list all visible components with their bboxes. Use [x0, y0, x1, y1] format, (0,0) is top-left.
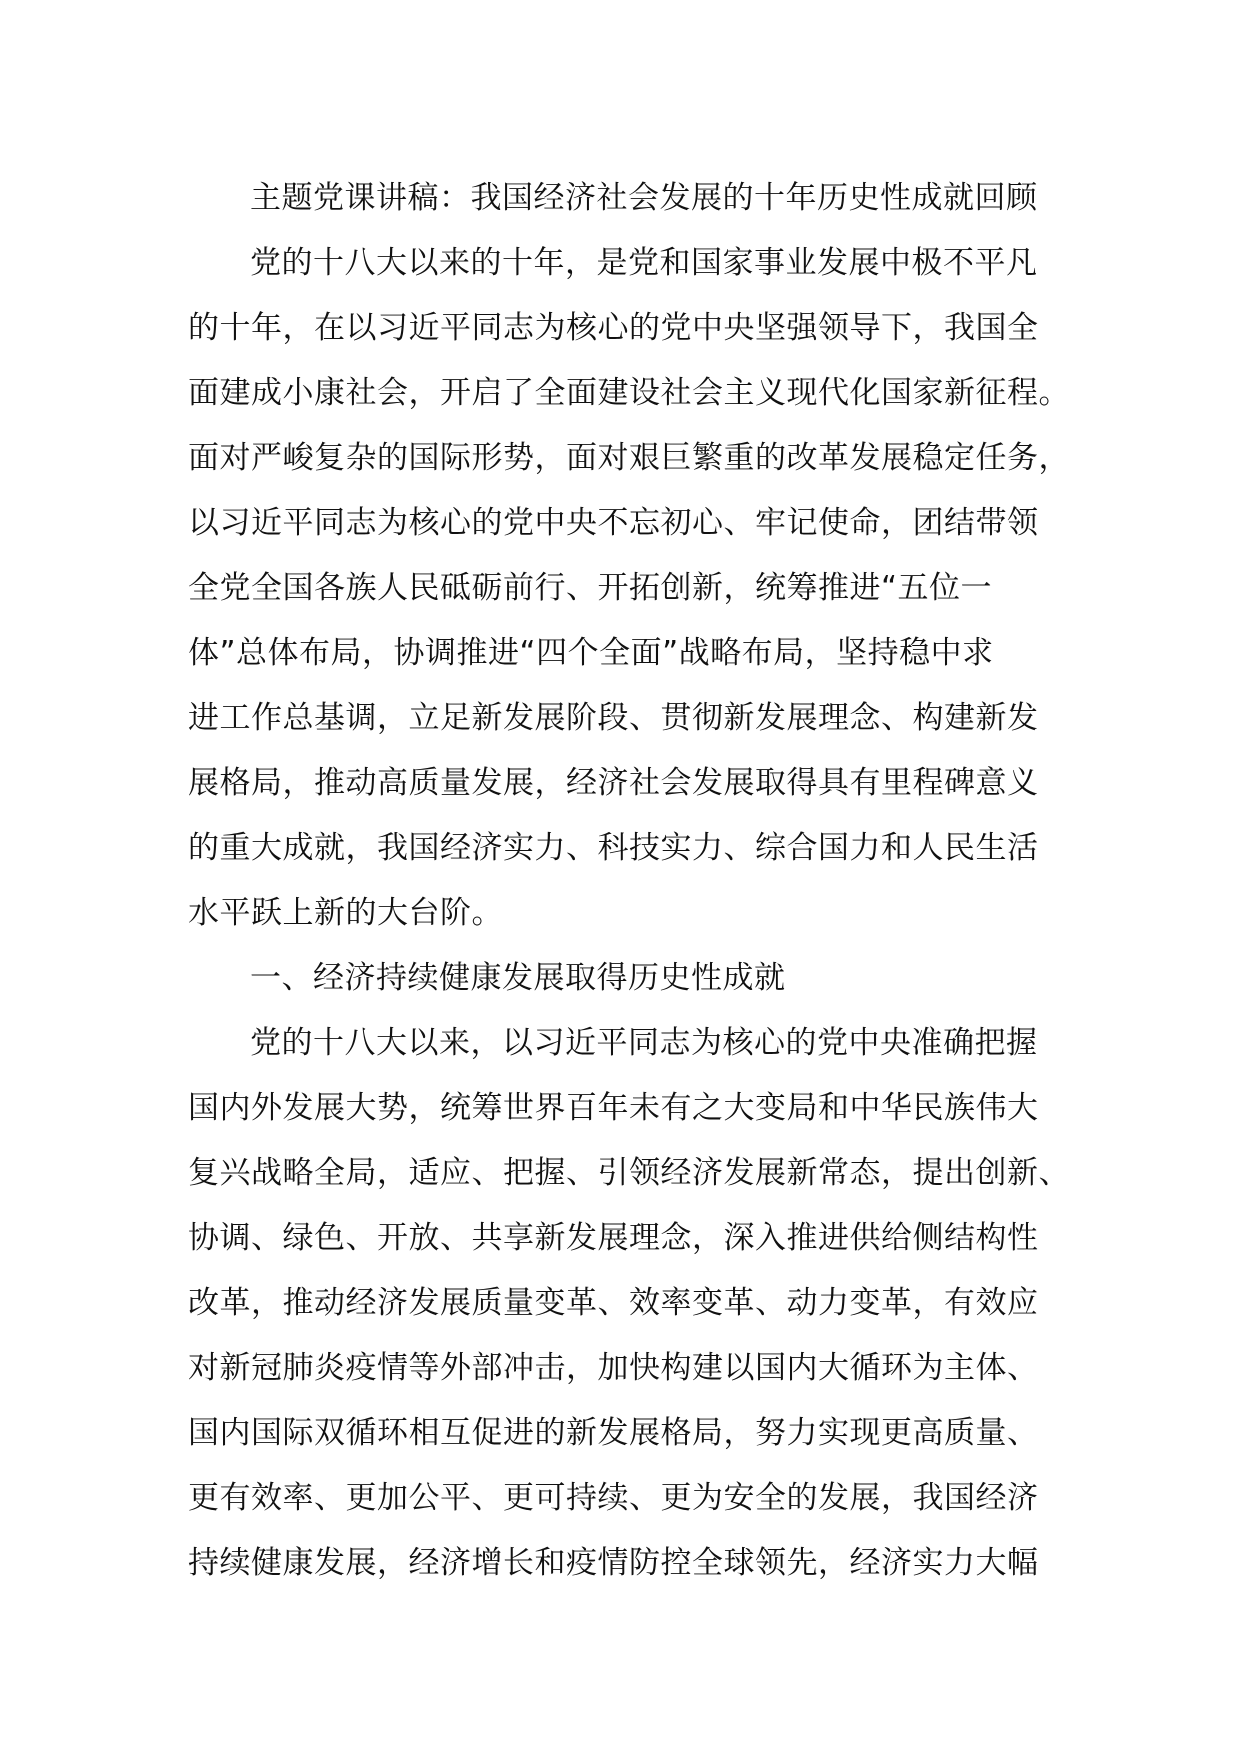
paragraph-line: 国内国际双循环相互促进的新发展格局，努力实现更高质量、: [188, 1415, 1039, 1451]
paragraph-line: 改革，推动经济发展质量变革、效率变革、动力变革，有效应: [188, 1285, 1039, 1321]
paragraph-line: 的重大成就，我国经济实力、科技实力、综合国力和人民生活: [188, 830, 1039, 866]
paragraph-line: 复兴战略全局，适应、把握、引领经济发展新常态，提出创新、: [188, 1155, 1070, 1191]
paragraph-line: 水平跃上新的大台阶。: [188, 895, 503, 931]
paragraph-line: 对新冠肺炎疫情等外部冲击，加快构建以国内大循环为主体、: [188, 1350, 1039, 1386]
paragraph-line: 党的十八大以来，以习近平同志为核心的党中央准确把握: [250, 1025, 1038, 1061]
paragraph-line: 更有效率、更加公平、更可持续、更为安全的发展，我国经济: [188, 1480, 1039, 1516]
paragraph-line: 展格局，推动高质量发展，经济社会发展取得具有里程碑意义: [188, 765, 1039, 801]
paragraph-line: 持续健康发展，经济增长和疫情防控全球领先，经济实力大幅: [188, 1545, 1039, 1581]
document-title: 主题党课讲稿：我国经济社会发展的十年历史性成就回顾: [250, 180, 1038, 216]
paragraph-line: 面建成小康社会，开启了全面建设社会主义现代化国家新征程。: [188, 375, 1070, 411]
paragraph-line: 党的十八大以来的十年，是党和国家事业发展中极不平凡: [250, 245, 1038, 281]
paragraph-line: 面对严峻复杂的国际形势，面对艰巨繁重的改革发展稳定任务，: [188, 440, 1070, 476]
paragraph-line: 协调、绿色、开放、共享新发展理念，深入推进供给侧结构性: [188, 1220, 1039, 1256]
section-heading: 一、经济持续健康发展取得历史性成就: [250, 960, 786, 996]
paragraph-line: 进工作总基调，立足新发展阶段、贯彻新发展理念、构建新发: [188, 700, 1039, 736]
paragraph-line: 的十年，在以习近平同志为核心的党中央坚强领导下，我国全: [188, 310, 1039, 346]
paragraph-line: 体”总体布局，协调推进“四个全面”战略布局，坚持稳中求: [188, 635, 994, 671]
paragraph-line: 全党全国各族人民砥砺前行、开拓创新，统筹推进“五位一: [188, 570, 993, 606]
paragraph-line: 以习近平同志为核心的党中央不忘初心、牢记使命，团结带领: [188, 505, 1039, 541]
paragraph-line: 国内外发展大势，统筹世界百年未有之大变局和中华民族伟大: [188, 1090, 1039, 1126]
